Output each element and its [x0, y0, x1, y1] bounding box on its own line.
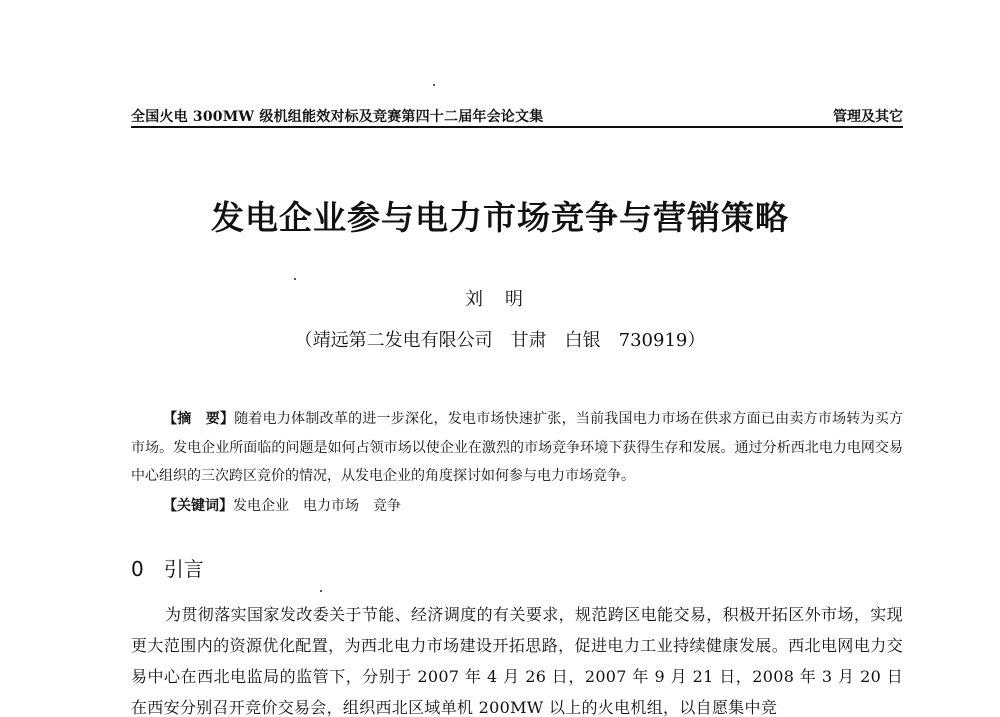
- keyword: 竞争: [373, 498, 401, 514]
- keywords-label: 【关键词】: [163, 498, 233, 514]
- author-name: 刘明: [465, 289, 545, 310]
- body-paragraph: 为贯彻落实国家发改委关于节能、经济调度的有关要求，规范跨区电能交易，积极开拓区外市场，实现更大范围内的资源优化配置，为西北电力市场建设开拓思路，促进电力工业持续健康发展。西北电网电力交易中心在西北电监局的监管下，分别于 2007 年 4 月 26 日，2007 年 9 月 21 日，2008 年 3 月 20 日在西安分别召开竞价交易会，组织西北区域单机 200MW 以上的火电机组，以自愿集中竞: [131, 605, 903, 717]
- section-title: 引言: [163, 557, 204, 581]
- abstract-label: 【摘 要】: [163, 411, 235, 427]
- scan-speck: [433, 84, 435, 86]
- header-section-name: 管理及其它: [833, 109, 903, 125]
- keywords: [163, 492, 415, 520]
- paper-title: 发电企业参与电力市场竞争与营销策略: [211, 198, 789, 237]
- section-heading: [131, 553, 204, 582]
- header-proceedings-title: 全国火电 300MW 级机组能效对标及竞赛第四十二届年会论文集: [131, 109, 544, 125]
- scan-speck: [294, 278, 296, 280]
- keyword: 电力市场: [303, 498, 359, 514]
- abstract: [131, 405, 903, 491]
- abstract-text: 随着电力体制改革的进一步深化，发电市场快速扩张，当前我国电力市场在供求方面已由卖方市场转为买方市场。发电企业所面临的问题是如何占领市场以使企业在激烈的市场竞争环境下获得生存和发展。通过分析西北电力电网交易中心组织的三次跨区竞价的情况，从发电企业的角度探讨如何参与电力市场竞争。: [131, 411, 904, 484]
- section-number: 0: [131, 557, 144, 581]
- running-header: [131, 104, 903, 128]
- scan-speck: [320, 590, 322, 592]
- author-affiliation: （靖远第二发电有限公司 甘肃 白银 730919）: [294, 330, 706, 351]
- keyword: 发电企业: [233, 498, 289, 514]
